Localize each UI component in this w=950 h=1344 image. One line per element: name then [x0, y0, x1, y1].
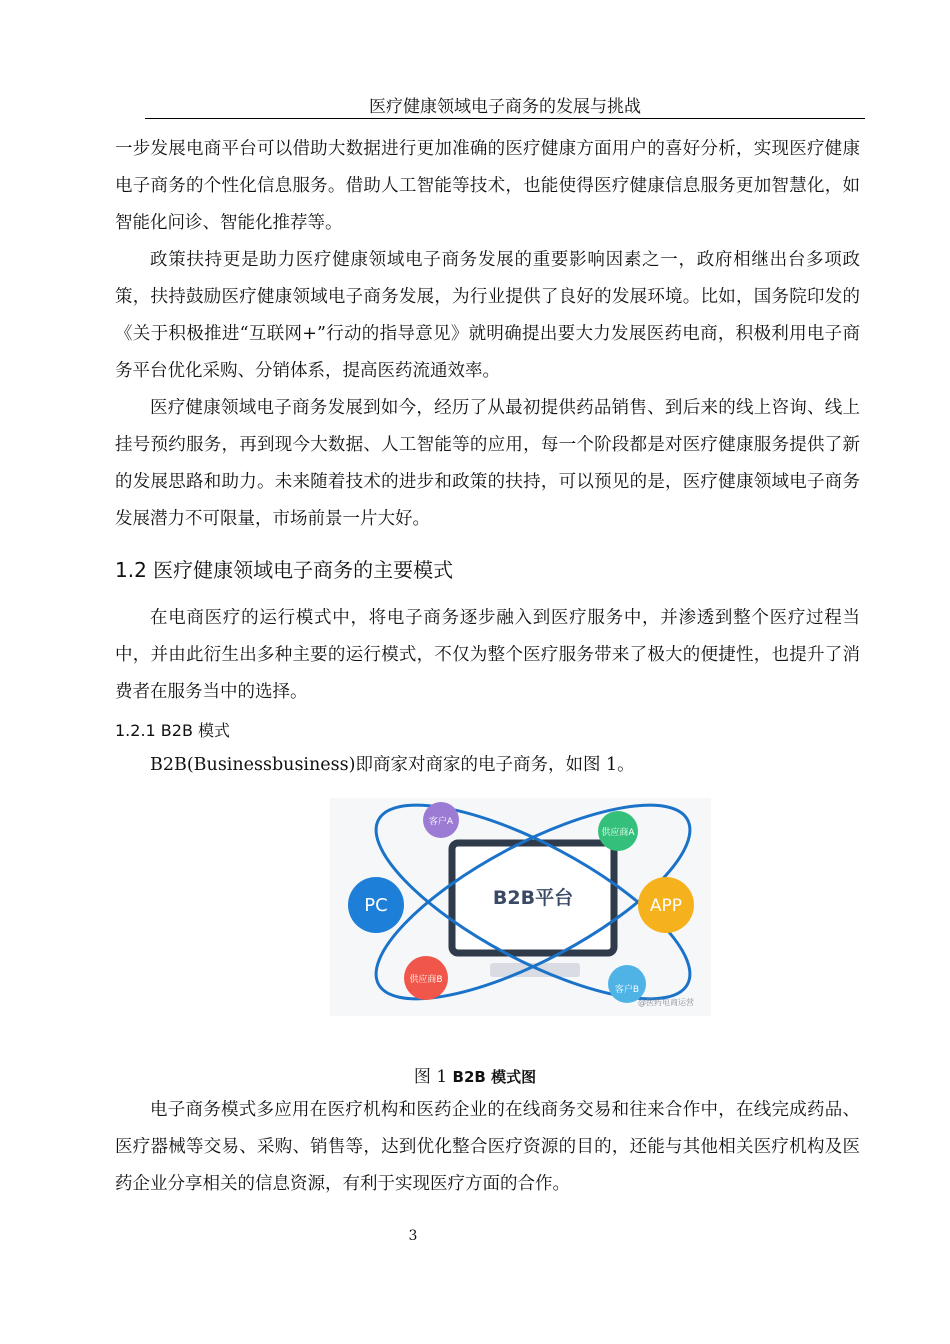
- b2b-diagram-figure: [330, 798, 711, 1016]
- section-heading: 1.2 医疗健康领域电子商务的主要模式: [115, 558, 454, 582]
- supplier-a-label: 供应商A: [601, 828, 635, 838]
- pc-label: PC: [364, 895, 388, 916]
- paragraph-6: 电子商务模式多应用在医疗机构和医药企业的在线商务交易和往来合作中，在线完成药品、医疗器械等交易、采购、销售等，达到优化整合医疗资源的目的，还能与其他相关医疗机构及医药企业分享相关的信息资源，有利于实现医疗方面的合作。: [115, 1100, 860, 1194]
- paragraph-2: 政策扶持更是助力医疗健康领域电子商务发展的重要影响因素之一，政府相继出台多项政策，扶持鼓励医疗健康领域电子商务发展，为行业提供了良好的发展环境。比如，国务院印发的《关于积极推进“互联网+”行动的指导意见》就明确提出要大力发展医药电商，积极利用电子商务平台优化采购、分销体系，提高医药流通效率。: [115, 250, 860, 381]
- customer-a-label: 客户A: [428, 817, 454, 827]
- center-label: B2B平台: [492, 887, 574, 909]
- caption-title: B2B 模式图: [452, 1068, 537, 1086]
- caption-prefix: 图 1: [413, 1067, 453, 1087]
- figure-caption: [0, 1062, 950, 1087]
- paragraph-5: B2B(Businessbusiness)即商家对商家的电子商务，如图 1。: [150, 755, 635, 775]
- page-number: 3: [408, 1228, 418, 1244]
- b2b-diagram: [330, 798, 711, 1016]
- paragraph-4: 在电商医疗的运行模式中，将电子商务逐步融入到医疗服务中，并渗透到整个医疗过程当中，并由此衍生出多种主要的运行模式，不仅为整个医疗服务带来了极大的便捷性，也提升了消费者在服务当中的选择。: [115, 608, 860, 702]
- supplier-b-label: 供应商B: [409, 975, 443, 985]
- running-header: 医疗健康领域电子商务的发展与挑战: [145, 92, 865, 119]
- watermark: @医药电商运营: [638, 998, 694, 1007]
- paragraph-3: 医疗健康领域电子商务发展到如今，经历了从最初提供药品销售、到后来的线上咨询、线上挂号预约服务，再到现今大数据、人工智能等的应用，每一个阶段都是对医疗健康服务提供了新的发展思路和助力。未来随着技术的进步和政策的扶持，可以预见的是，医疗健康领域电子商务发展潜力不可限量，市场前景一片大好。: [115, 398, 860, 529]
- subsection-heading: 1.2.1 B2B 模式: [115, 721, 231, 740]
- customer-b-label: 客户B: [614, 985, 640, 995]
- paragraph-1: 一步发展电商平台可以借助大数据进行更加准确的医疗健康方面用户的喜好分析，实现医疗健康电子商务的个性化信息服务。借助人工智能等技术，也能使得医疗健康信息服务更加智慧化，如智能化问诊、智能化推荐等。: [115, 139, 860, 233]
- app-label: APP: [649, 896, 683, 916]
